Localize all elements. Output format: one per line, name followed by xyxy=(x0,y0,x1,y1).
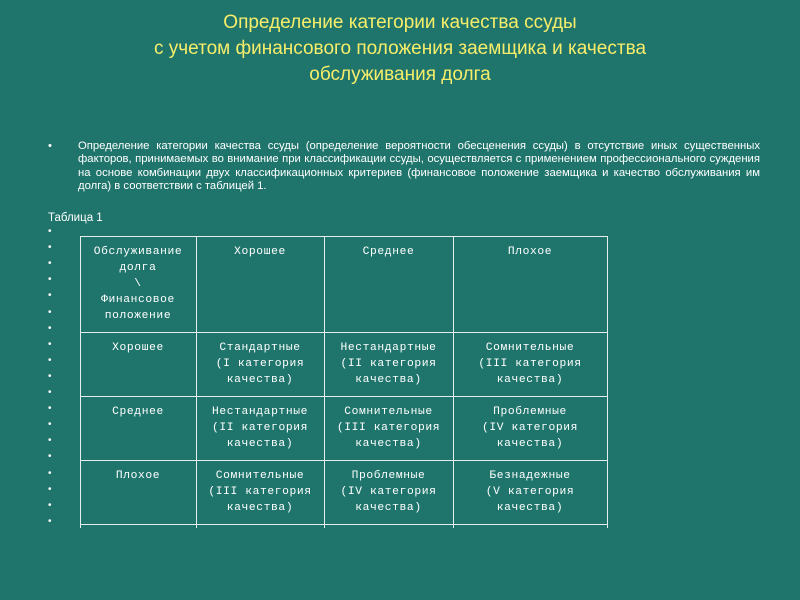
table-row-divider xyxy=(80,396,608,397)
bullet-marker: • xyxy=(48,338,52,350)
table-cell xyxy=(196,404,324,452)
table-cell-line: (IV категория xyxy=(340,486,437,499)
bullet-marker: • xyxy=(48,322,52,334)
title-line-1: Определение категории качества ссуды xyxy=(223,12,577,33)
row-header: Среднее xyxy=(112,406,164,418)
column-header: Плохое xyxy=(507,246,553,258)
table-cell-line: Проблемные xyxy=(493,406,567,418)
table-cell xyxy=(453,468,607,516)
title-line-3: обслуживания долга xyxy=(309,64,491,85)
table-cell-line: (V категория xyxy=(485,486,575,499)
table-cell-line: качества) xyxy=(496,438,564,451)
table-corner-header-line: положение xyxy=(104,310,172,323)
table-corner-header xyxy=(80,244,196,324)
intro-paragraph xyxy=(48,140,760,193)
table-cell xyxy=(196,340,324,388)
table-cell-line: Проблемные xyxy=(351,470,426,482)
table-cell xyxy=(453,340,607,388)
table-cell-line: (III категория xyxy=(478,358,582,371)
table-corner-header-line: долга xyxy=(119,262,157,275)
table-corner-header-line: \ xyxy=(134,278,142,291)
bullet-marker: • xyxy=(48,419,52,431)
title-line-2: с учетом финансового положения заемщика и качества xyxy=(153,38,647,59)
row-header: Хорошее xyxy=(112,342,164,354)
bullet-marker: • xyxy=(48,370,52,382)
table-cell-line: (II категория xyxy=(212,422,308,435)
table-cell xyxy=(324,468,453,516)
table-cell-line: качества) xyxy=(355,374,422,387)
bullet-marker: • xyxy=(48,306,52,318)
table-cell-line: (II категория xyxy=(340,358,437,371)
table-cell-line: Сомнительные xyxy=(344,406,433,418)
table-row-divider xyxy=(80,332,608,333)
table-bottom-border xyxy=(80,524,608,525)
bullet-marker: • xyxy=(48,435,52,447)
bullet-marker: • xyxy=(48,274,52,286)
table-cell xyxy=(453,404,607,452)
bullet-marker: • xyxy=(48,242,52,254)
table-cell xyxy=(196,468,324,516)
table-cell-line: Безнадежные xyxy=(489,470,571,482)
table-cell xyxy=(324,340,453,388)
bullet-marker: • xyxy=(48,354,52,366)
bullet-marker: • xyxy=(48,387,52,398)
classification-table xyxy=(80,236,608,528)
table-cell-line: (III категория xyxy=(208,486,312,499)
table-cell-line: качества) xyxy=(496,502,564,515)
table-cell-line: Стандартные xyxy=(219,342,301,354)
bullet-marker: • xyxy=(48,467,52,479)
table-cell-line: качества) xyxy=(226,438,294,451)
bullet-marker: • xyxy=(48,483,52,495)
column-header: Среднее xyxy=(362,246,415,258)
bullet-marker: • xyxy=(48,515,52,527)
table-cell-line: (I категория xyxy=(215,358,305,371)
bullet-marker: • xyxy=(48,290,52,302)
table-top-border xyxy=(80,236,608,237)
table-corner-header-line: Обслуживание xyxy=(93,246,183,258)
table-cell-line: качества) xyxy=(355,502,422,515)
table-cell-line: (IV категория xyxy=(482,422,578,435)
table-cell-line: качества) xyxy=(496,374,564,387)
table-cell-line: Нестандартные xyxy=(340,342,437,354)
bullet-marker: • xyxy=(48,140,52,152)
table-cell-line: Нестандартные xyxy=(212,406,308,418)
row-header: Плохое xyxy=(115,470,161,482)
table-cell-line: качества) xyxy=(226,374,294,387)
table-cell xyxy=(324,404,453,452)
slide-title xyxy=(0,10,800,88)
table-cell-line: Сомнительные xyxy=(215,470,305,482)
bullet-marker: • xyxy=(48,403,52,415)
bullet-marker: • xyxy=(48,226,52,237)
table-corner-header-line: Финансовое xyxy=(101,294,175,307)
bullet-marker: • xyxy=(48,499,52,511)
bullet-marker: • xyxy=(48,258,52,270)
column-header: Хорошее xyxy=(234,246,286,258)
table-row-divider xyxy=(80,460,608,461)
table-cell-line: качества) xyxy=(355,438,422,451)
table-cell-line: (III категория xyxy=(336,422,441,435)
table-cell-line: качества) xyxy=(226,502,294,515)
table-right-border xyxy=(607,236,608,528)
intro-text: Определение категории качества ссуды (определение вероятности обесценения ссуды) в отсутствие иных существенных факторов, принимаемых во внимание при классификации ссуды, осуществляется с применением профессионального суждения на основе комбинации двух классификационных критериев (финансовое положение заемщика и качество обслуживания им долга) в соответствии с таблицей 1. xyxy=(78,140,760,192)
bullet-marker: • xyxy=(48,451,52,463)
table-cell-line: Сомнительные xyxy=(485,342,575,354)
table-caption: Таблица 1 xyxy=(48,212,103,224)
